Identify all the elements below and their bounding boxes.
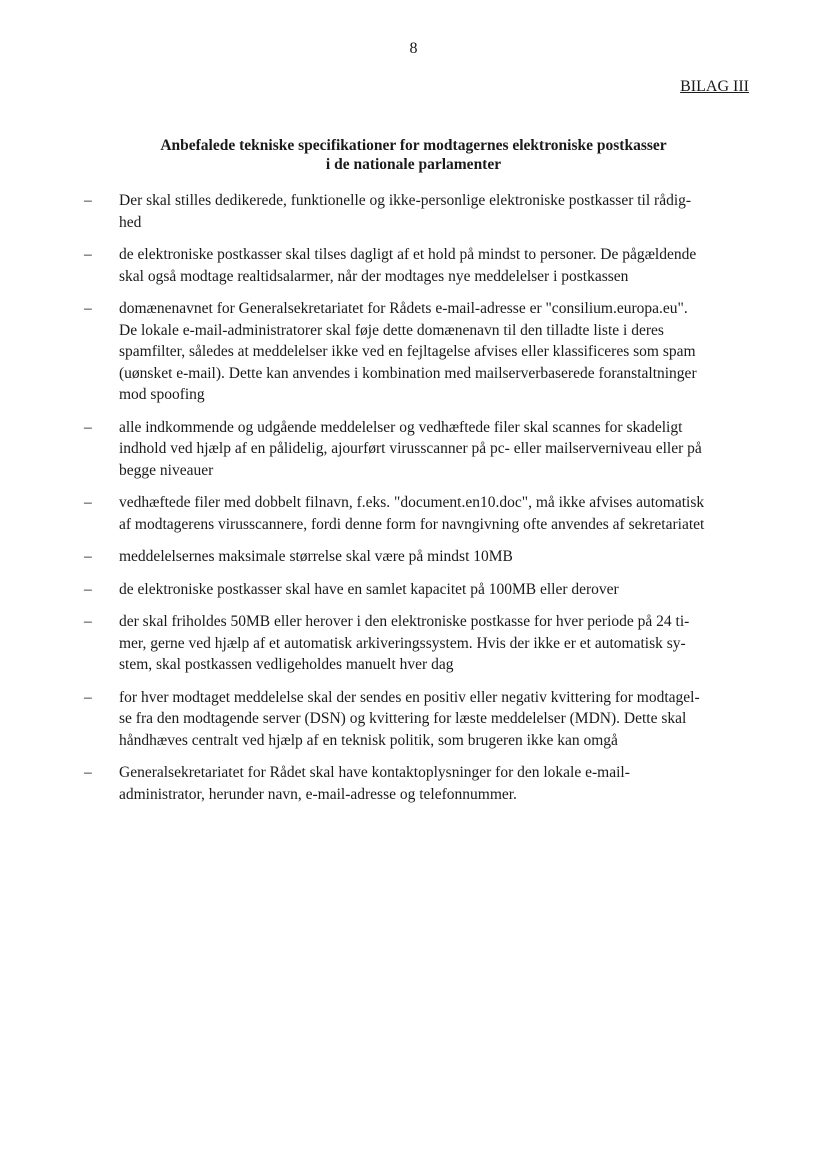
document-title — [0, 136, 827, 174]
list-item-text — [119, 190, 755, 233]
text-line: vedhæftede filer med dobbelt filnavn, f.eks. "document.en10.doc", må ikke afvises automatisk — [119, 494, 705, 511]
list-item-text — [119, 579, 755, 601]
title-line-1: Anbefalede tekniske specifikationer for modtagernes elektroniske postkasser — [160, 137, 667, 154]
list-item — [0, 579, 827, 601]
text-line: der skal friholdes 50MB eller herover i den elektroniske postkasse for hver periode på 24 ti- — [119, 613, 690, 630]
bullet-dash: – — [84, 192, 92, 209]
list-item — [0, 611, 827, 676]
bullet-dash: – — [84, 418, 92, 436]
text-line: af modtagerens virusscannere, fordi denne form for navngivning ofte anvendes af sekretariatet — [119, 515, 705, 533]
specification-list — [0, 190, 827, 816]
text-line: (uønsket e-mail). Dette kan anvendes i kombination med mailserverbaserede foranstaltninger — [119, 364, 697, 382]
text-line: indhold ved hjælp af en pålidelig, ajourført virusscanner på pc- eller mailserverniveau eller på — [119, 440, 702, 457]
text-line: mod spoofing — [119, 386, 205, 403]
list-item — [0, 546, 827, 568]
text-line: domænenavnet for Generalsekretariatet for Rådets e-mail-adresse er "consilium.europa.eu". — [119, 300, 688, 317]
list-item — [0, 244, 827, 287]
text-line: de elektroniske postkasser skal tilses dagligt af et hold på mindst to personer. De pågældende — [119, 246, 697, 263]
bullet-dash: – — [84, 688, 92, 706]
annex-label: BILAG III — [680, 78, 749, 95]
bullet-dash: – — [84, 764, 92, 781]
list-item-text — [119, 492, 755, 535]
text-line: spamfilter, således at meddelelser ikke ved en fejltagelse afvises eller klassificeres som spam — [119, 343, 696, 360]
text-line: De lokale e-mail-administratorer skal føje dette domænenavn til den tilladte liste i deres — [119, 321, 664, 339]
bullet-dash: – — [84, 613, 92, 630]
text-line: meddelelsernes maksimale størrelse skal være på mindst 10MB — [119, 548, 513, 565]
list-item-text — [119, 546, 755, 568]
text-line: skal også modtage realtidsalarmer, når der modtages nye meddelelser i postkassen — [119, 267, 629, 285]
list-item-text — [119, 611, 755, 676]
list-item-text — [119, 762, 755, 805]
title-line-2: i de nationale parlamenter — [325, 156, 502, 173]
text-line: håndhæves centralt ved hjælp af en teknisk politik, som brugeren ikke kan omgå — [119, 731, 618, 749]
list-item — [0, 687, 827, 752]
list-item — [0, 190, 827, 233]
text-line: mer, gerne ved hjælp af et automatisk arkiveringssystem. Hvis der ikke er et automatisk sy- — [119, 634, 686, 652]
text-line: alle indkommende og udgående meddelelser og vedhæftede filer skal scannes for skadeligt — [119, 418, 683, 436]
list-item — [0, 762, 827, 805]
list-item — [0, 417, 827, 482]
bullet-dash: – — [84, 494, 92, 511]
text-line: stem, skal postkassen vedligeholdes manuelt hver dag — [119, 656, 454, 673]
list-item — [0, 492, 827, 535]
text-line: begge niveauer — [119, 461, 214, 479]
text-line: hed — [119, 213, 142, 231]
text-line: Der skal stilles dedikerede, funktionelle og ikke-personlige elektroniske postkasser til rådig- — [119, 192, 692, 209]
bullet-dash: – — [84, 246, 92, 263]
list-item-text — [119, 687, 755, 752]
text-line: administrator, herunder navn, e-mail-adresse og telefonnummer. — [119, 785, 517, 803]
list-item — [0, 298, 827, 406]
text-line: se fra den modtagende server (DSN) og kvittering for læste meddelelser (MDN). Dette skal — [119, 710, 687, 727]
text-line: for hver modtaget meddelelse skal der sendes en positiv eller negativ kvittering for modtagel- — [119, 688, 700, 706]
bullet-dash: – — [84, 580, 92, 598]
page-number: 8 — [409, 40, 418, 57]
list-item-text — [119, 298, 755, 406]
text-line: de elektroniske postkasser skal have en samlet kapacitet på 100MB eller derover — [119, 580, 619, 598]
text-line: Generalsekretariatet for Rådet skal have kontaktoplysninger for den lokale e-mail- — [119, 764, 630, 781]
bullet-dash: – — [84, 300, 92, 317]
list-item-text — [119, 417, 755, 482]
bullet-dash: – — [84, 548, 92, 565]
list-item-text — [119, 244, 755, 287]
